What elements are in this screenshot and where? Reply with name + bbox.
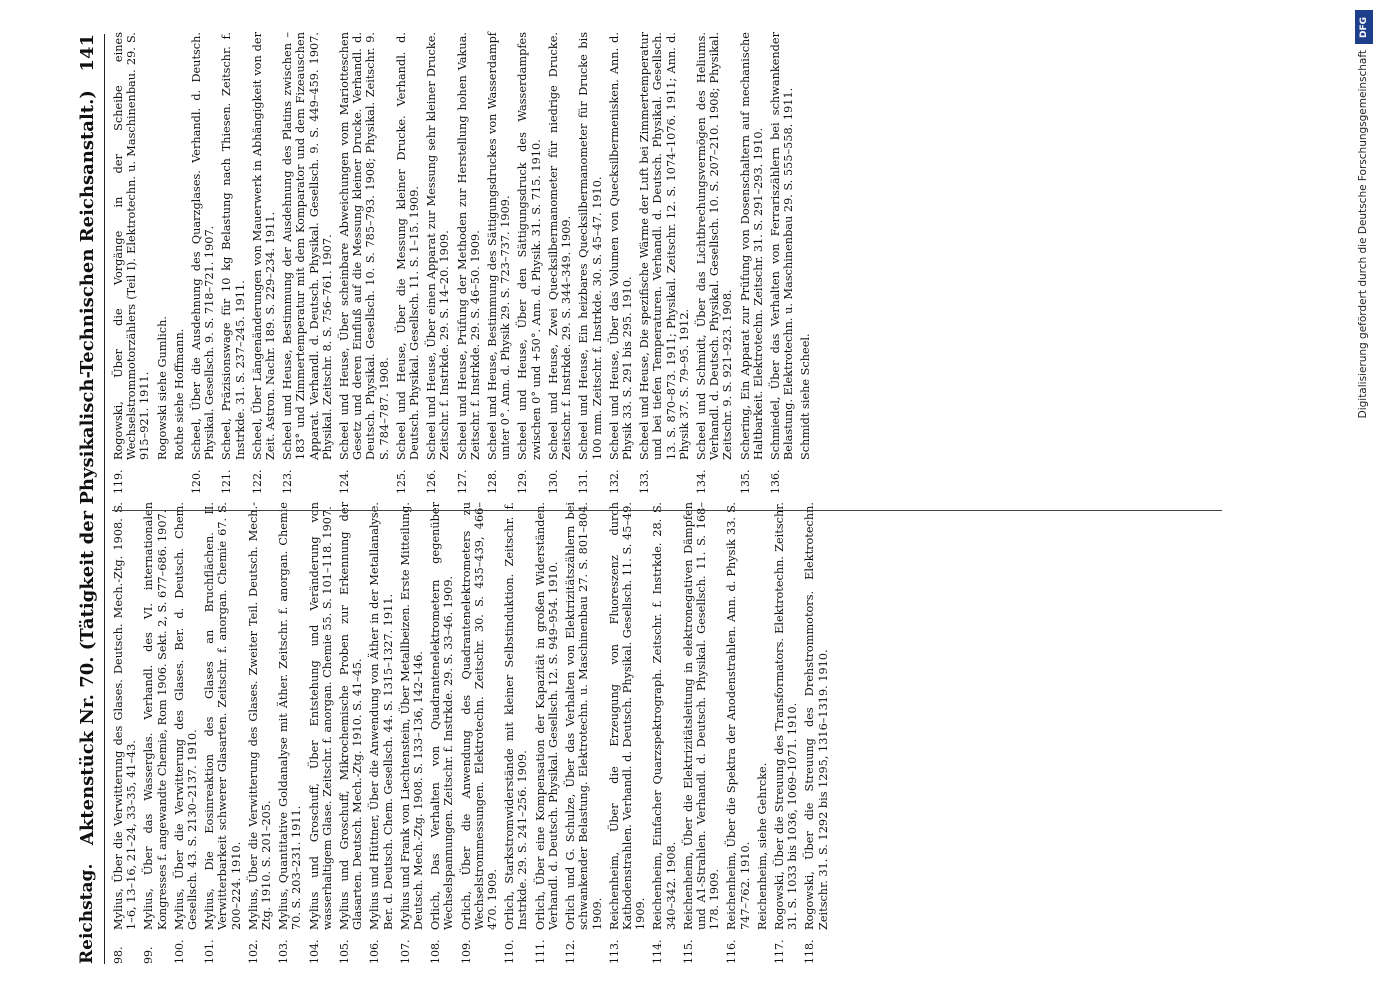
entry-text: Schmidt siehe Scheel. [799, 333, 813, 460]
entry-text: Rogowski, Über die Vorgänge in der Scheibe eines Wechselstrommotorzählers (Teil I). Elektrotechn. u. Maschinenbau. 29. S. 915–921. 1911. [112, 32, 152, 460]
entry-number: 124. [338, 469, 352, 494]
bibliography-entry [564, 502, 604, 964]
entry-text: Scheel und Heuse, Zwei Quecksilbermanometer für niedrige Drucke. Zeitschr. f. Instrkde. 29. S. 344–349. 1909. [546, 32, 574, 460]
entry-text: Reichenheim, Über die Spektra der Anodenstrahlen. Ann. d. Physik 33. S. 747–762. 1910. [725, 502, 752, 930]
bibliography-entry [608, 502, 648, 964]
entry-text: Mylius, Quantitative Goldanalyse mit Äther. Zeitschr. f. anorgan. Chemie 70. S. 203–231. 1911. [277, 502, 304, 930]
bibliography-entry [516, 32, 542, 494]
entry-number: 113. [607, 939, 621, 964]
entry-number: 130. [546, 469, 560, 494]
entry-text: Reichenheim, Über die Elektrizitätsleitung in elektronegativen Dämpfen und A1-Strahlen. Verhandl. d. Deutsch. Physikal. Gesellsch. 11. S. 168–178. 1909. [681, 502, 722, 930]
entry-text: Reichenheim, Über die Erzeugung von Fluoreszenz durch Kathodenstrahlen. Verhandl. d. Deutsch. Physikal. Gesellsch. 11. S. 45–49. 1909. [607, 502, 648, 930]
bibliography-entry [399, 502, 425, 964]
bibliography-entry [203, 502, 243, 964]
entry-text: Scheel und Heuse, Prüfung der Methoden zur Herstellung hohen Vakua. Zeitschr. f. Instrkde. 29. S. 46–50. 1909. [455, 32, 482, 460]
entry-text: Scheel und Heuse, Die spezifische Wärme der Luft bei Zimmertemperatur und bei tiefen Temperaturen. Verhandl. d. Deutsch. Physikal. Gesellsch. 13. S. 870–873. 1911; Physikal. Zeitschr. 12. S. 1074–1076. 1911; Ann. d. Physik 37. S. 79–95. 1912. [638, 32, 691, 460]
bibliography-entry [756, 502, 769, 964]
entry-number: 118. [803, 939, 817, 964]
bibliography-entry [247, 502, 273, 964]
bibliography-entry [534, 502, 560, 964]
entry-number: 132. [607, 469, 621, 494]
entry-number: 129. [516, 469, 530, 494]
bibliography-entry [547, 32, 573, 494]
bibliography-entry [429, 502, 455, 964]
entry-number [156, 460, 169, 494]
entry-number: 102. [246, 939, 260, 964]
bibliography-entry [173, 502, 199, 964]
entry-number: 131. [577, 469, 591, 494]
bibliography-entry [799, 32, 812, 494]
bibliography-entry [803, 502, 829, 964]
entry-text: Scheel, Über Längenänderungen von Mauerwerk in Abhängigkeit von der Zeit. Astron. Nachr. 189. S. 229–234. 1911. [250, 32, 278, 460]
entry-text: Mylius, Die Eosinreaktion des Glases an Bruchflächen. II. Verwitterbarkeit schwerer Glasarten. Zeitschr. f. anorgan. Chemie 67. S. 200–224. 1910. [203, 502, 243, 930]
entry-text: Mylius, Über die Verwitterung des Glases. Zweiter Teil. Deutsch. Mech.-Ztg. 1910. S. 201–205. [246, 502, 274, 930]
entry-text: Scheel und Heuse, Über den Sättigungsdruck des Wasserdampfes zwischen 0° und +50°. Ann. d. Physik. 31. S. 715. 1910. [516, 32, 543, 460]
entry-number: 122. [250, 469, 264, 494]
entry-number: 107. [398, 939, 412, 964]
bibliography-entry [486, 32, 512, 494]
entry-number: 126. [425, 469, 439, 494]
bibliography-entry [456, 32, 482, 494]
entry-number [756, 930, 769, 964]
entry-text: Scheel und Heuse, Bestimmung des Sättigungsdruckes von Wasserdampf unter 0°. Ann. d. Physik 29. S. 723–737. 1909. [486, 32, 513, 460]
entry-text: Mylius, Über das Wasserglas. Verhandl. des VI. internationalen Kongresses f. angewandte Chemie, Rom 1906. Sekt. 2, S. 677–686. 1907. [142, 502, 169, 930]
bibliography-entry [112, 32, 152, 494]
digitization-caption: Digitalisierung gefördert durch die Deutsche Forschungsgemeinschaft [1357, 50, 1369, 419]
bibliography-entry [425, 32, 451, 494]
entry-text: Scheel und Heuse, Bestimmung der Ausdehnung des Platins zwischen –183° und Zimmertemperatur mit dem Komparator und dem Fizeauschen Apparat. Verhandl. d. Deutsch. Physikal. Gesellsch. 9. S. 449–459. 1907. Physikal. Zeitschr. 8. S. 756–761. 1907. [281, 32, 334, 460]
bibliography-entry [220, 32, 246, 494]
bibliography-entry [112, 502, 138, 964]
entry-text: Schmiedel, Über das Verhalten von Ferrariszählern bei schwankender Belastung. Elektrotechn. u. Maschinenbau 29. S. 555–558. 1911. [768, 32, 796, 460]
entry-text: Scheel und Heuse, Ein heizbares Quecksilbermanometer für Drucke bis 100 mm. Zeitschr. f. Instrkde. 30. S. 45–47. 1910. [577, 32, 604, 460]
bibliography-entry [769, 32, 795, 494]
page-number: 141 [76, 34, 98, 72]
right-column [112, 32, 817, 494]
bibliography-entry [395, 32, 421, 494]
entry-number: 101. [203, 939, 217, 964]
entry-text: Scheel und Heuse, Über die Messung kleiner Drucke. Verhandl. d. Deutsch. Physikal. Gesellsch. 11. S. 1–15. 1909. [394, 32, 422, 460]
entry-number: 136. [768, 469, 782, 494]
bibliography-entry [577, 32, 603, 494]
entry-number: 116. [725, 939, 739, 964]
entry-number: 135. [738, 469, 752, 494]
entry-text: Mylius und Hüttner, Über die Anwendung von Äther in der Metallanalyse. Ber. d. Deutsch. Chem. Gesellsch. 44. S. 1315–1327. 1911. [368, 502, 395, 930]
bibliography-entry [156, 32, 169, 494]
entry-text: Orlich, Über die Anwendung des Quadrantenelektrometers zu Wechselstrommessungen. Elektrotechn. Zeitschr. 30. S. 435–439, 466–470. 1909. [459, 502, 500, 930]
entry-number: 106. [368, 939, 382, 964]
column-divider [112, 510, 1222, 511]
bibliography-entry [651, 502, 677, 964]
entry-number: 115. [681, 939, 695, 964]
entry-text: Rogowski siehe Gumlich. [155, 316, 169, 460]
entry-number: 105. [338, 939, 352, 964]
entry-number [799, 460, 812, 494]
entry-number: 119. [112, 469, 125, 494]
entry-text: Scheel, Präzisionswage für 10 kg Belastung nach Thiesen. Zeitschr. f. Instrkde. 31. S. 237–245. 1911. [220, 32, 247, 460]
bibliography-entry [638, 32, 691, 494]
bibliography-entry [368, 502, 394, 964]
entry-number: 111. [533, 939, 547, 964]
entry-text: Rogowski, Über die Streuung des Transformators. Elektrotechn. Zeitschr. 31. S. 1033 bis 1036, 1069–1071. 1910. [772, 502, 800, 930]
bibliography-entry [503, 502, 529, 964]
running-header [70, 34, 105, 964]
entry-number: 125. [394, 469, 408, 494]
entry-text: Mylius, Über die Verwitterung des Glases. Deutsch. Mech.-Ztg. 1908. S. 1–6, 13–16, 21–24, 33–35, 41–43. [112, 502, 139, 930]
bibliography-entry [190, 32, 216, 494]
entry-text: Rogowski, Über die Streuung des Drehstrommotors. Elektrotechn. Zeitschr. 31. S. 1292 bis 1295, 1316–1319. 1910. [803, 502, 830, 930]
bibliography-entry [338, 32, 391, 494]
entry-number: 128. [486, 469, 500, 494]
bibliography-entry [251, 32, 277, 494]
bibliography-entry [277, 502, 303, 964]
entry-text: Rothe siehe Hoffmann. [172, 328, 186, 460]
dfg-logo-icon: DFG [1355, 10, 1373, 44]
bibliography-entry [773, 502, 799, 964]
entry-number: 133. [638, 469, 652, 494]
bibliography-entry [695, 32, 735, 494]
entry-number: 123. [281, 469, 295, 494]
header-left: Reichstag. [77, 863, 97, 964]
entry-text: Scheel und Heuse, Über scheinbare Abweichungen vom Mariotteschen Gesetz und deren Einfluß auf die Messung kleiner Drucke. Verhandl. d. Deutsch. Physikal. Gesellsch. 10. S. 785–793. 1908; Physikal. Zeitschr. 9. S. 784–787. 1908. [338, 32, 391, 460]
entry-text: Orlich, Starkstromwiderstände mit kleiner Selbstinduktion. Zeitschr. f. Instrkde. 29. S. 241–256. 1909. [503, 502, 530, 930]
entry-text: Mylius, Über die Verwitterung des Glases. Ber. d. Deutsch. Chem. Gesellsch. 43. S. 2130–2137. 1910. [172, 502, 200, 930]
entry-number: 108. [429, 939, 443, 964]
entry-number: 99. [142, 946, 156, 964]
entry-number: 112. [564, 939, 578, 964]
entry-text: Reichenheim, Einfacher Quarzspektrograph. Zeitschr. f. Instrkde. 28. S. 340–342. 1908. [651, 502, 678, 930]
bibliography-entry [173, 32, 186, 494]
entry-number: 100. [172, 939, 186, 964]
header-title: Aktenstück Nr. 70. (Tätigkeit der Physikalisch-Technischen Reichsanstalt.) [76, 90, 98, 846]
entry-number: 134. [694, 469, 708, 494]
entry-text: Orlich, Das Verhalten von Quadrantenelektrometern gegenüber Wechselspannungen. Zeitschr. f. Instrkde. 29. S. 33–46. 1909. [429, 502, 456, 930]
bibliography-entry [338, 502, 364, 964]
entry-number: 109. [459, 939, 473, 964]
entry-text: Mylius und Groschuff, Über Entstehung und Veränderung von wasserhaltigem Glase. Zeitschr. f. anorgan. Chemie 55. S. 101–118. 1907. [307, 502, 334, 930]
bibliography-entry [739, 32, 765, 494]
entry-text: Schering, Ein Apparat zur Prüfung von Dosenschaltern auf mechanische Haltbarkeit. Elektrotechn. Zeitschr. 31. S. 291–293. 1910. [738, 32, 765, 460]
bibliography-entry [281, 32, 334, 494]
entry-text: Scheel, Über die Ausdehnung des Quarzglases. Verhandl. d. Deutsch. Physikal. Gesellsch. 9. S. 718–721. 1907. [190, 32, 217, 460]
entry-number: 104. [307, 939, 321, 964]
entry-text: Orlich und G. Schulze, Über das Verhalten von Elektrizitätszählern bei schwankender Belastung. Elektrotechn. u. Maschinenbau 27. S. 801–804. 1909. [564, 502, 604, 930]
entry-number: 117. [772, 939, 786, 964]
entry-text: Mylius und Frank von Liechtenstein, Über Metallbeizen. Erste Mitteilung. Deutsch. Mech.-Ztg. 1908. S. 133–136, 142–146. [398, 502, 426, 930]
entry-text: Scheel und Heuse, Über das Volumen von Quecksilbermenisken. Ann. d. Physik 33. S. 291 bis 295. 1910. [607, 32, 634, 460]
entry-number: 98. [112, 946, 125, 964]
entry-text: Orlich, Über eine Kompensation der Kapazität in großen Widerständen. Verhandl. d. Deutsch. Physikal. Gesellsch. 12. S. 949–954. 1910. [533, 502, 560, 930]
digitization-sidebar [1355, 10, 1377, 990]
left-column [112, 502, 834, 964]
entry-number: 120. [190, 469, 204, 494]
entry-number: 103. [277, 939, 291, 964]
entry-text: Scheel und Heuse, Über einen Apparat zur Messung sehr kleiner Drucke. Zeitschr. f. Instrkde. 29. S. 14–20. 1909. [425, 32, 452, 460]
bibliography-entry [682, 502, 722, 964]
bibliography-entry [725, 502, 751, 964]
bibliography-entry [608, 32, 634, 494]
entry-number: 127. [455, 469, 469, 494]
entry-number: 121. [220, 469, 234, 494]
bibliography-entry [142, 502, 168, 964]
entry-number [173, 460, 186, 494]
entry-text: Reichenheim, siehe Gehrcke. [755, 762, 769, 930]
entry-number: 110. [503, 939, 517, 964]
entry-text: Scheel und Schmidt, Über das Lichtbrechungsvermögen des Heliums. Verhandl. d. Deutsch. Physikal. Gesellsch. 10. S. 207–210. 1908; Physikal. Zeitschr. 9. S. 921–923. 1908. [694, 32, 735, 460]
bibliography-entry [460, 502, 500, 964]
bibliography-entry [308, 502, 334, 964]
entry-text: Mylius und Groschuff, Mikrochemische Proben zur Erkennung der Glasarten. Deutsch. Mech.-Ztg. 1910. S. 41–45. [338, 502, 365, 930]
entry-number: 114. [651, 939, 665, 964]
